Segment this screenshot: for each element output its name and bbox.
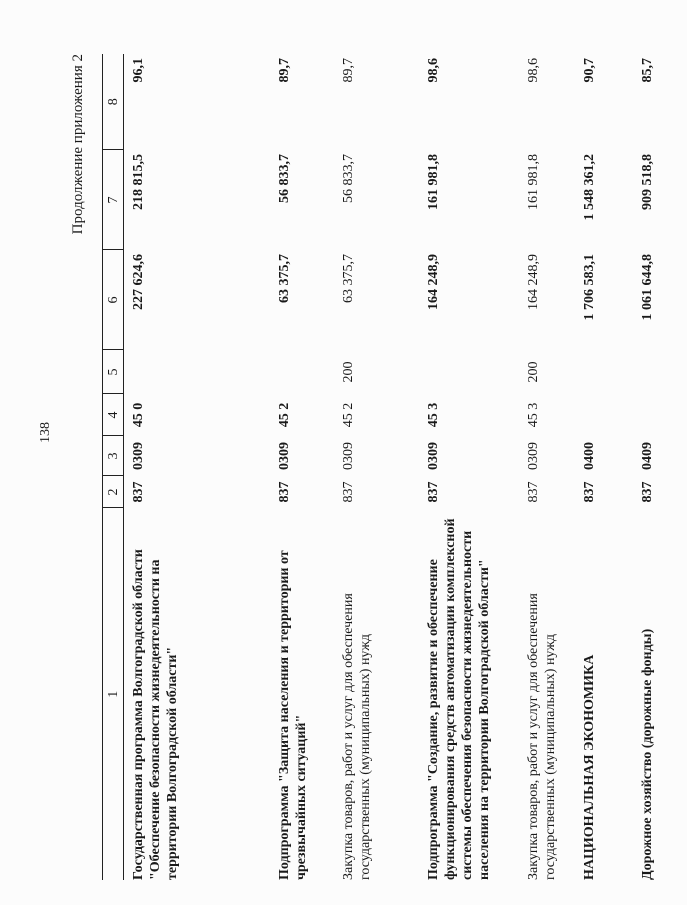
cell-expense-type bbox=[124, 350, 277, 394]
cell-ministry: 837 bbox=[426, 481, 441, 503]
cell-plan: 1 061 644,8 bbox=[640, 254, 655, 321]
table-row bbox=[124, 54, 277, 880]
cell-ministry: 837 bbox=[131, 481, 146, 503]
cell-percent: 89,7 bbox=[341, 58, 356, 83]
row-name: Подпрограмма "Создание, развитие и обеспечение функционирования средств автоматизации комплексной системы обеспечения безопасности жизнедеятельности населения на территории Волгоградской области" bbox=[426, 518, 492, 880]
cell-actual: 161 981,8 bbox=[426, 154, 441, 210]
cell-section: 0309 bbox=[526, 442, 541, 470]
cell-program: 45 0 bbox=[131, 402, 146, 428]
cell-actual: 218 815,5 bbox=[131, 154, 146, 210]
cell-actual: 161 981,8 bbox=[526, 154, 541, 210]
cell-ministry: 837 bbox=[526, 481, 541, 503]
appendix-label: Продолжение приложения 2 bbox=[70, 54, 86, 235]
cell-program: 45 3 bbox=[526, 402, 541, 428]
cell-expense-type: 200 bbox=[526, 361, 541, 383]
cell-actual: 56 833,7 bbox=[341, 154, 356, 203]
row-name: НАЦИОНАЛЬНАЯ ЭКОНОМИКА bbox=[582, 654, 597, 880]
cell-ministry: 837 bbox=[640, 481, 655, 503]
column-header: 8 bbox=[103, 54, 124, 150]
cell-percent: 98,6 bbox=[426, 58, 441, 83]
column-header: 2 bbox=[103, 476, 124, 508]
cell-section: 0309 bbox=[131, 442, 146, 470]
table-row bbox=[340, 54, 425, 880]
row-name: Закупка товаров, работ и услуг для обеспечения государственных (муниципальных) нужд bbox=[341, 593, 373, 880]
table-row bbox=[581, 54, 639, 880]
cell-ministry: 837 bbox=[582, 481, 597, 503]
cell-plan: 1 706 583,1 bbox=[582, 254, 597, 321]
table-row bbox=[639, 54, 687, 880]
cell-section: 0309 bbox=[277, 442, 292, 470]
cell-expense-type bbox=[276, 350, 340, 394]
header-row bbox=[103, 54, 124, 880]
row-name: Закупка товаров, работ и услуг для обеспечения государственных (муниципальных) нужд bbox=[526, 593, 558, 880]
budget-table bbox=[102, 54, 687, 880]
table-row bbox=[276, 54, 340, 880]
cell-section: 0309 bbox=[341, 442, 356, 470]
cell-section: 0400 bbox=[582, 442, 597, 470]
row-name: Подпрограмма "Защита населения и территории от чрезвычайных ситуаций" bbox=[277, 550, 309, 880]
cell-ministry: 837 bbox=[341, 481, 356, 503]
cell-expense-type bbox=[425, 350, 525, 394]
cell-plan: 63 375,7 bbox=[277, 254, 292, 303]
cell-plan: 63 375,7 bbox=[341, 254, 356, 303]
cell-program: 45 2 bbox=[277, 402, 292, 428]
cell-actual: 909 518,8 bbox=[640, 154, 655, 210]
cell-expense-type bbox=[581, 350, 639, 394]
cell-percent: 90,7 bbox=[582, 58, 597, 83]
cell-percent: 85,7 bbox=[640, 58, 655, 83]
cell-section: 0309 bbox=[426, 442, 441, 470]
cell-plan: 164 248,9 bbox=[426, 254, 441, 310]
cell-actual: 1 548 361,2 bbox=[582, 154, 597, 221]
column-header: 4 bbox=[103, 394, 124, 436]
cell-section: 0409 bbox=[640, 442, 655, 470]
cell-plan: 227 624,6 bbox=[131, 254, 146, 310]
cell-program bbox=[581, 394, 639, 436]
rotated-sheet bbox=[68, 30, 655, 880]
cell-program bbox=[639, 394, 687, 436]
cell-program: 45 3 bbox=[426, 402, 441, 428]
cell-expense-type bbox=[639, 350, 687, 394]
cell-percent: 89,7 bbox=[277, 58, 292, 83]
cell-percent: 98,6 bbox=[526, 58, 541, 83]
row-name: Государственная программа Волгоградской области "Обеспечение безопасности жизнедеятельности на территории Волгоградской области" bbox=[131, 549, 180, 880]
cell-program: 45 2 bbox=[341, 402, 356, 428]
column-header: 5 bbox=[103, 350, 124, 394]
table-row bbox=[525, 54, 581, 880]
column-header: 6 bbox=[103, 250, 124, 350]
cell-plan: 164 248,9 bbox=[526, 254, 541, 310]
cell-expense-type: 200 bbox=[341, 361, 356, 383]
column-header: 7 bbox=[103, 150, 124, 250]
column-header: 3 bbox=[103, 436, 124, 476]
table-row bbox=[425, 54, 525, 880]
page-number: 138 bbox=[38, 422, 53, 443]
row-name: Дорожное хозяйство (дорожные фонды) bbox=[640, 628, 655, 880]
cell-percent: 96,1 bbox=[131, 58, 146, 83]
column-header: 1 bbox=[103, 508, 124, 880]
cell-actual: 56 833,7 bbox=[277, 154, 292, 203]
cell-ministry: 837 bbox=[277, 481, 292, 503]
